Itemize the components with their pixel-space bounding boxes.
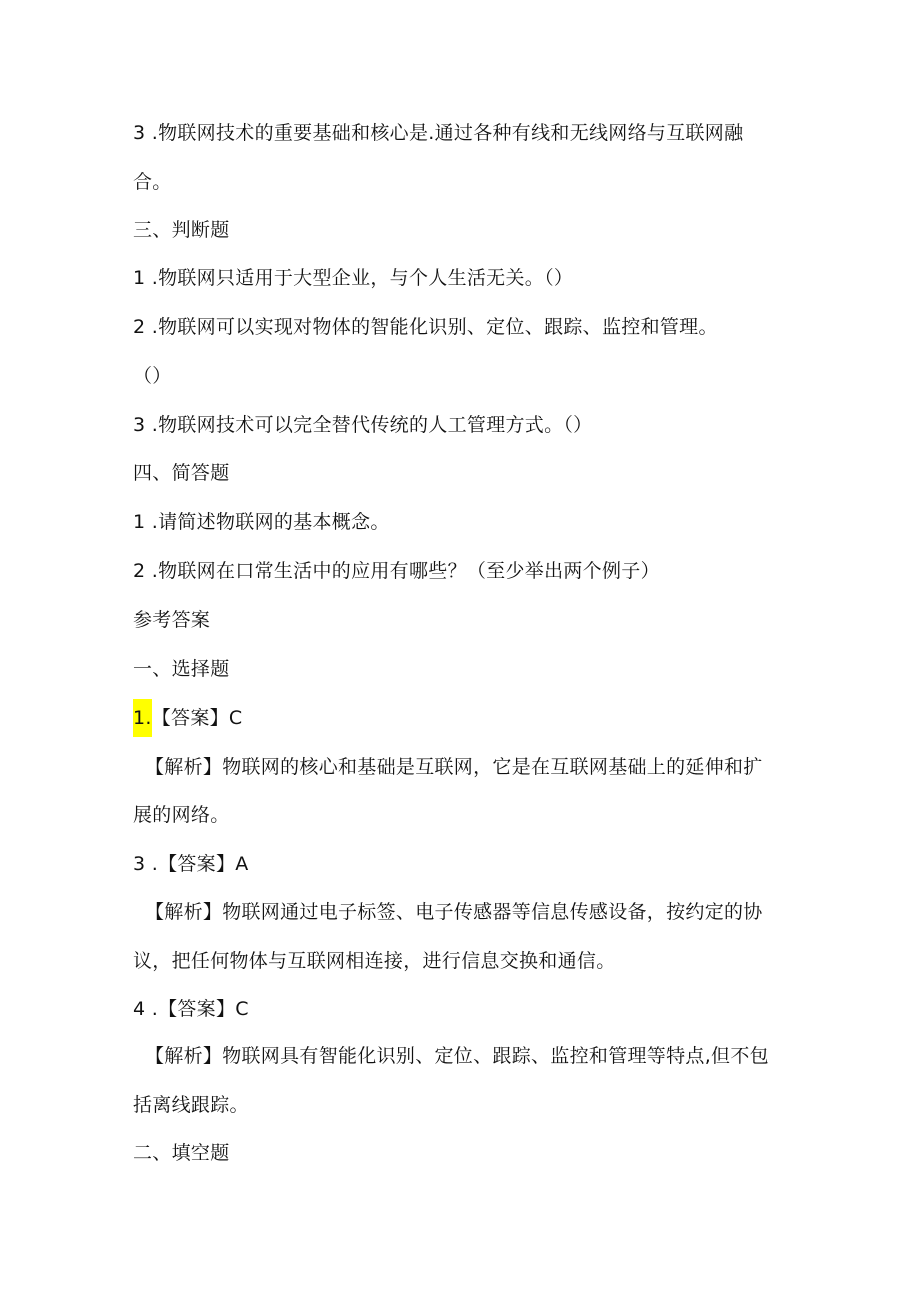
answer-4: 4 .【答案】C: [133, 998, 249, 1020]
explanation-1-line-1: 【解析】物联网的核心和基础是互联网，它是在互联网基础上的延伸和扩: [145, 756, 763, 778]
explanation-4-line-1: 【解析】物联网具有智能化识别、定位、跟踪、监控和管理等特点,但不包: [145, 1045, 769, 1067]
judgment-q2: 2 .物联网可以实现对物体的智能化识别、定位、跟踪、监控和管理。: [133, 316, 718, 338]
highlighted-number: 1.: [133, 699, 152, 737]
short-answer-q2: 2 .物联网在口常生活中的应用有哪些？（至少举出两个例子）: [133, 560, 660, 582]
short-answer-q1: 1 .请简述物联网的基本概念。: [133, 511, 390, 533]
section-heading-fill-blank: 二、填空题: [133, 1142, 230, 1164]
section-heading-judgment: 三、判断题: [133, 219, 230, 241]
answer-3: 3 .【答案】A: [133, 853, 249, 875]
reference-answers-heading: 参考答案: [133, 609, 211, 631]
line-2: 合。: [133, 171, 172, 193]
judgment-q2-parens: （）: [133, 365, 172, 387]
explanation-3-line-1: 【解析】物联网通过电子标签、电子传感器等信息传感设备，按约定的协: [145, 901, 763, 923]
explanation-3-line-2: 议，把任何物体与互联网相连接，进行信息交换和通信。: [133, 950, 616, 972]
line-1: 3 .物联网技术的重要基础和核心是.通过各种有线和无线网络与互联网融: [133, 122, 744, 144]
judgment-q1: 1 .物联网只适用于大型企业，与个人生活无关。（）: [133, 267, 574, 289]
judgment-q3: 3 .物联网技术可以完全替代传统的人工管理方式。（）: [133, 414, 593, 436]
answer-1: [133, 705, 243, 731]
section-heading-short-answer: 四、简答题: [133, 462, 230, 484]
section-heading-choice: 一、选择题: [133, 658, 230, 680]
answer-1-text: 【答案】C: [151, 707, 243, 729]
explanation-4-line-2: 括离线跟踪。: [133, 1094, 249, 1116]
explanation-1-line-2: 展的网络。: [133, 804, 230, 826]
